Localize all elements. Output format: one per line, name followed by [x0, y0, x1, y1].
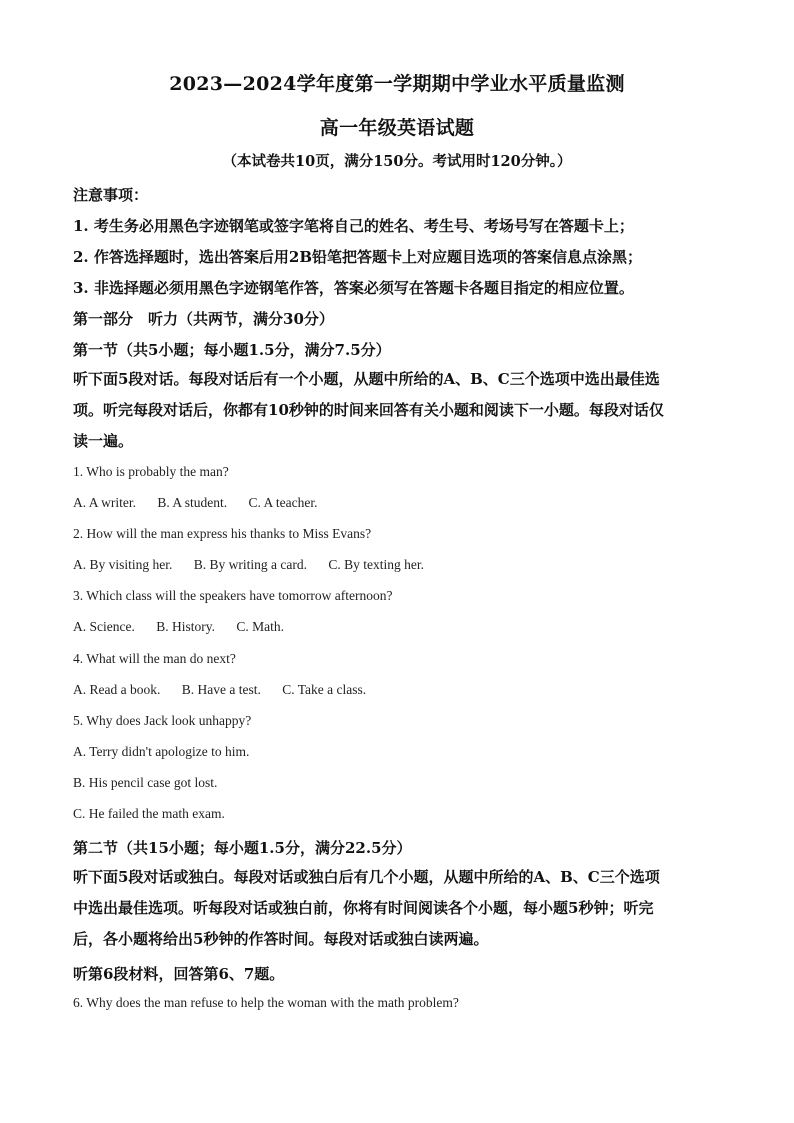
- instruction-line: 听下面5段对话或独白。每段对话或独白后有几个小题，从题中所给的A、B、C三个选项: [73, 868, 660, 886]
- section-instructions: [73, 364, 723, 457]
- option: B. History.: [156, 619, 215, 634]
- material-note: 听第6段材料，回答第6、7题。: [73, 965, 285, 983]
- question-text: 2. How will the man express his thanks to Miss Evans?: [73, 526, 372, 541]
- exam-note: （本试卷共10页，满分150分。考试用时120分钟。）: [222, 153, 572, 170]
- option: C. By texting her.: [328, 557, 424, 572]
- question-text: 4. What will the man do next?: [73, 651, 236, 666]
- option: A. Terry didn't apologize to him.: [73, 744, 250, 759]
- question-options: [73, 495, 723, 511]
- notice-heading: 注意事项：: [73, 186, 149, 204]
- option: A. Read a book.: [73, 682, 161, 697]
- instruction-line: 听下面5段对话。每段对话后有一个小题，从题中所给的A、B、C三个选项中选出最佳选: [73, 370, 660, 388]
- option: A. A writer.: [73, 495, 136, 510]
- instruction-line: 读一遍。: [73, 432, 134, 450]
- section-heading: 第二节（共15小题；每小题1.5分，满分22.5分）: [73, 839, 412, 857]
- option: C. A teacher.: [248, 495, 318, 510]
- question-text: 6. Why does the man refuse to help the woman with the math problem?: [73, 995, 459, 1010]
- option: C. He failed the math exam.: [73, 806, 225, 821]
- question-options: [73, 619, 723, 635]
- option: B. His pencil case got lost.: [73, 775, 218, 790]
- option: A. By visiting her.: [73, 557, 173, 572]
- exam-subtitle: 高一年级英语试题: [319, 117, 475, 139]
- option: A. Science.: [73, 619, 135, 634]
- question-text: 3. Which class will the speakers have tomorrow afternoon?: [73, 588, 393, 603]
- question-text: 1. Who is probably the man?: [73, 464, 229, 479]
- question-options: [73, 557, 723, 573]
- part-heading: 第一部分 听力（共两节，满分30分）: [73, 310, 334, 328]
- exam-title: 2023—2024学年度第一学期期中学业水平质量监测: [169, 73, 625, 95]
- instruction-line: 中选出最佳选项。听每段对话或独白前，你将有时间阅读各个小题，每小题5秒钟；听完: [73, 899, 654, 917]
- option: B. Have a test.: [181, 682, 261, 697]
- instruction-line: 后，各小题将给出5秒钟的作答时间。每段对话或独白读两遍。: [73, 930, 489, 948]
- option: B. A student.: [157, 495, 228, 510]
- question-options: [73, 682, 723, 698]
- option: C. Take a class.: [282, 682, 367, 697]
- section-heading: 第一节（共5小题；每小题1.5分，满分7.5分）: [73, 341, 391, 359]
- option: C. Math.: [236, 619, 285, 634]
- instruction-line: 项。听完每段对话后，你都有10秒钟的时间来回答有关小题和阅读下一小题。每段对话仅: [73, 401, 664, 419]
- question-text: 5. Why does Jack look unhappy?: [73, 713, 252, 728]
- section-instructions: [73, 862, 723, 955]
- notice-item: 2. 作答选择题时，选出答案后用2B铅笔把答题卡上对应题目选项的答案信息点涂黑；: [73, 248, 643, 266]
- notice-item: 1. 考生务必用黑色字迹钢笔或签字笔将自己的姓名、考生号、考场号写在答题卡上；: [73, 217, 634, 235]
- option: B. By writing a card.: [193, 557, 307, 572]
- notice-item: 3. 非选择题必须用黑色字迹钢笔作答，答案必须写在答题卡各题目指定的相应位置。: [73, 279, 634, 297]
